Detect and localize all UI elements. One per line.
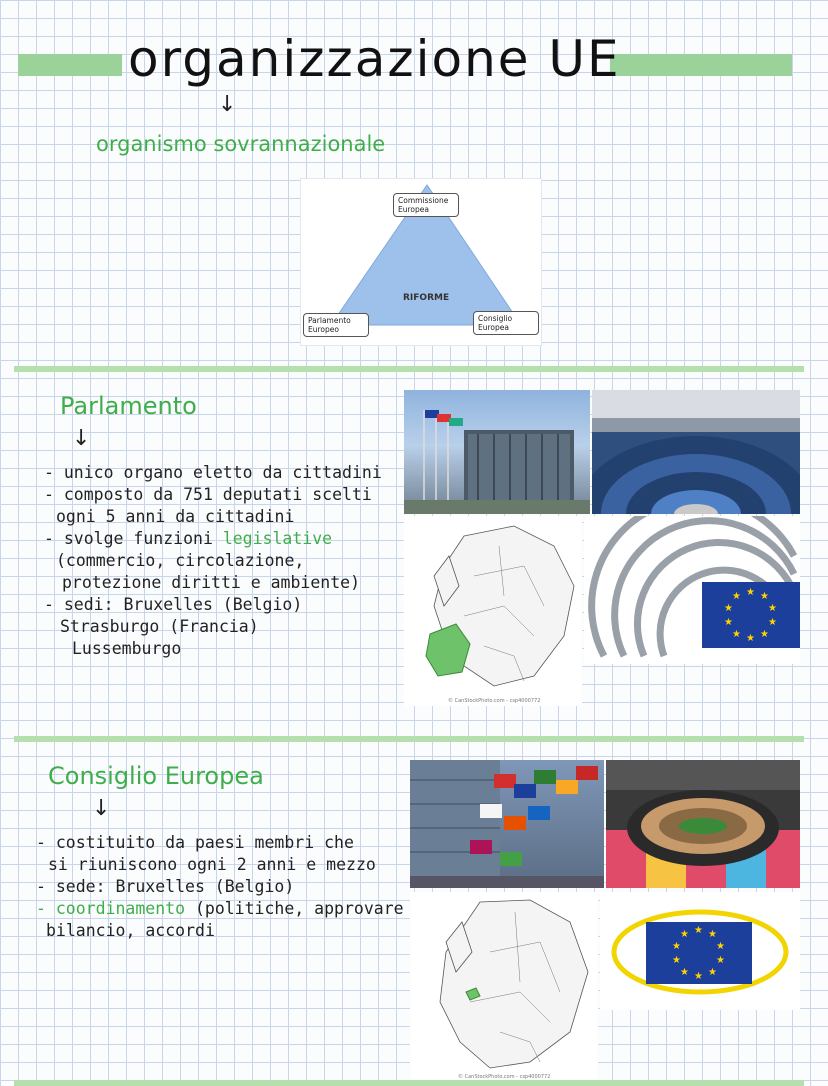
coordinamento-highlight: coordinamento — [55, 899, 186, 918]
parliament-hemicycle-photo — [592, 390, 800, 514]
hemicycle-illustration — [592, 390, 800, 514]
parlamento-arrow-icon: ↓ — [72, 426, 91, 451]
note-line-legislative — [44, 528, 382, 550]
pyramid-right-box: Consiglio Europea — [473, 311, 539, 335]
note-line-coordinamento — [36, 898, 404, 920]
parliament-building-photo — [404, 390, 590, 514]
note-line: bilancio, accordi — [46, 921, 215, 940]
consiglio-notes — [36, 832, 404, 942]
note-line: Lussemburgo — [72, 639, 182, 658]
note-line: - unico organo eletto da cittadini — [44, 463, 382, 482]
note-line: si riuniscono ogni 2 anni e mezzo — [48, 855, 376, 874]
note-line: ogni 5 anni da cittadini — [56, 507, 295, 526]
section-divider-2 — [14, 736, 804, 742]
legislative-highlight: legislative — [222, 529, 333, 548]
subtitle: organismo sovrannazionale — [96, 132, 386, 156]
section-divider-3 — [14, 1080, 804, 1086]
pyramid-left-box: Parlamento Europeo — [303, 313, 369, 337]
note-line: protezione diritti e ambiente) — [62, 573, 361, 592]
eu-flag-council: ★ ★ ★ ★ ★ ★ ★ ★ ★ ★ — [646, 922, 752, 984]
note-line: - costituito da paesi membri che — [36, 833, 354, 852]
note-line: - sede: Bruxelles (Belgio) — [36, 877, 295, 896]
coord-dash: - — [36, 899, 56, 918]
council-flags-photo — [410, 760, 604, 888]
map-caption-2: © CanStockPhoto.com - csp4000772 — [458, 1074, 551, 1080]
header-bar-left — [18, 54, 122, 76]
header-bar-right — [610, 54, 792, 76]
note-line: - composto da 751 deputati scelti — [44, 485, 372, 504]
council-meeting-photo — [606, 760, 800, 888]
note-line: (commercio, circolazione, — [56, 551, 305, 570]
europe-map-belgium — [410, 892, 598, 1082]
europe-map-illustration-2 — [410, 892, 598, 1082]
consiglio-heading: Consiglio Europea — [48, 762, 264, 790]
pyramid-top-box: Commissione Europea — [393, 193, 459, 217]
parliament-logo-card — [584, 516, 800, 664]
page-title: organizzazione UE — [128, 30, 621, 88]
legislative-prefix: - svolge funzioni — [44, 529, 223, 548]
map-caption: © CanStockPhoto.com - csp4000772 — [448, 698, 541, 704]
europe-map-illustration — [404, 516, 582, 706]
meeting-illustration — [606, 760, 800, 888]
parlamento-notes — [44, 462, 382, 660]
pyramid-diagram — [300, 178, 542, 346]
parlamento-heading: Parlamento — [60, 392, 197, 420]
council-logo-card — [600, 892, 800, 1010]
building-illustration — [404, 390, 590, 514]
coord-rest: (politiche, approvare — [185, 899, 404, 918]
note-line: Strasburgo (Francia) — [60, 617, 259, 636]
section-divider-1 — [14, 366, 804, 372]
title-arrow-icon: ↓ — [218, 92, 237, 117]
eu-flag-parliament: ★ ★ ★ ★ ★ ★ ★ ★ ★ ★ — [702, 582, 800, 648]
flags-illustration — [410, 760, 604, 888]
europe-map-france — [404, 516, 582, 706]
note-line: - sedi: Bruxelles (Belgio) — [44, 595, 303, 614]
consiglio-arrow-icon: ↓ — [92, 796, 111, 821]
pyramid-center-label: RIFORME — [403, 293, 450, 303]
